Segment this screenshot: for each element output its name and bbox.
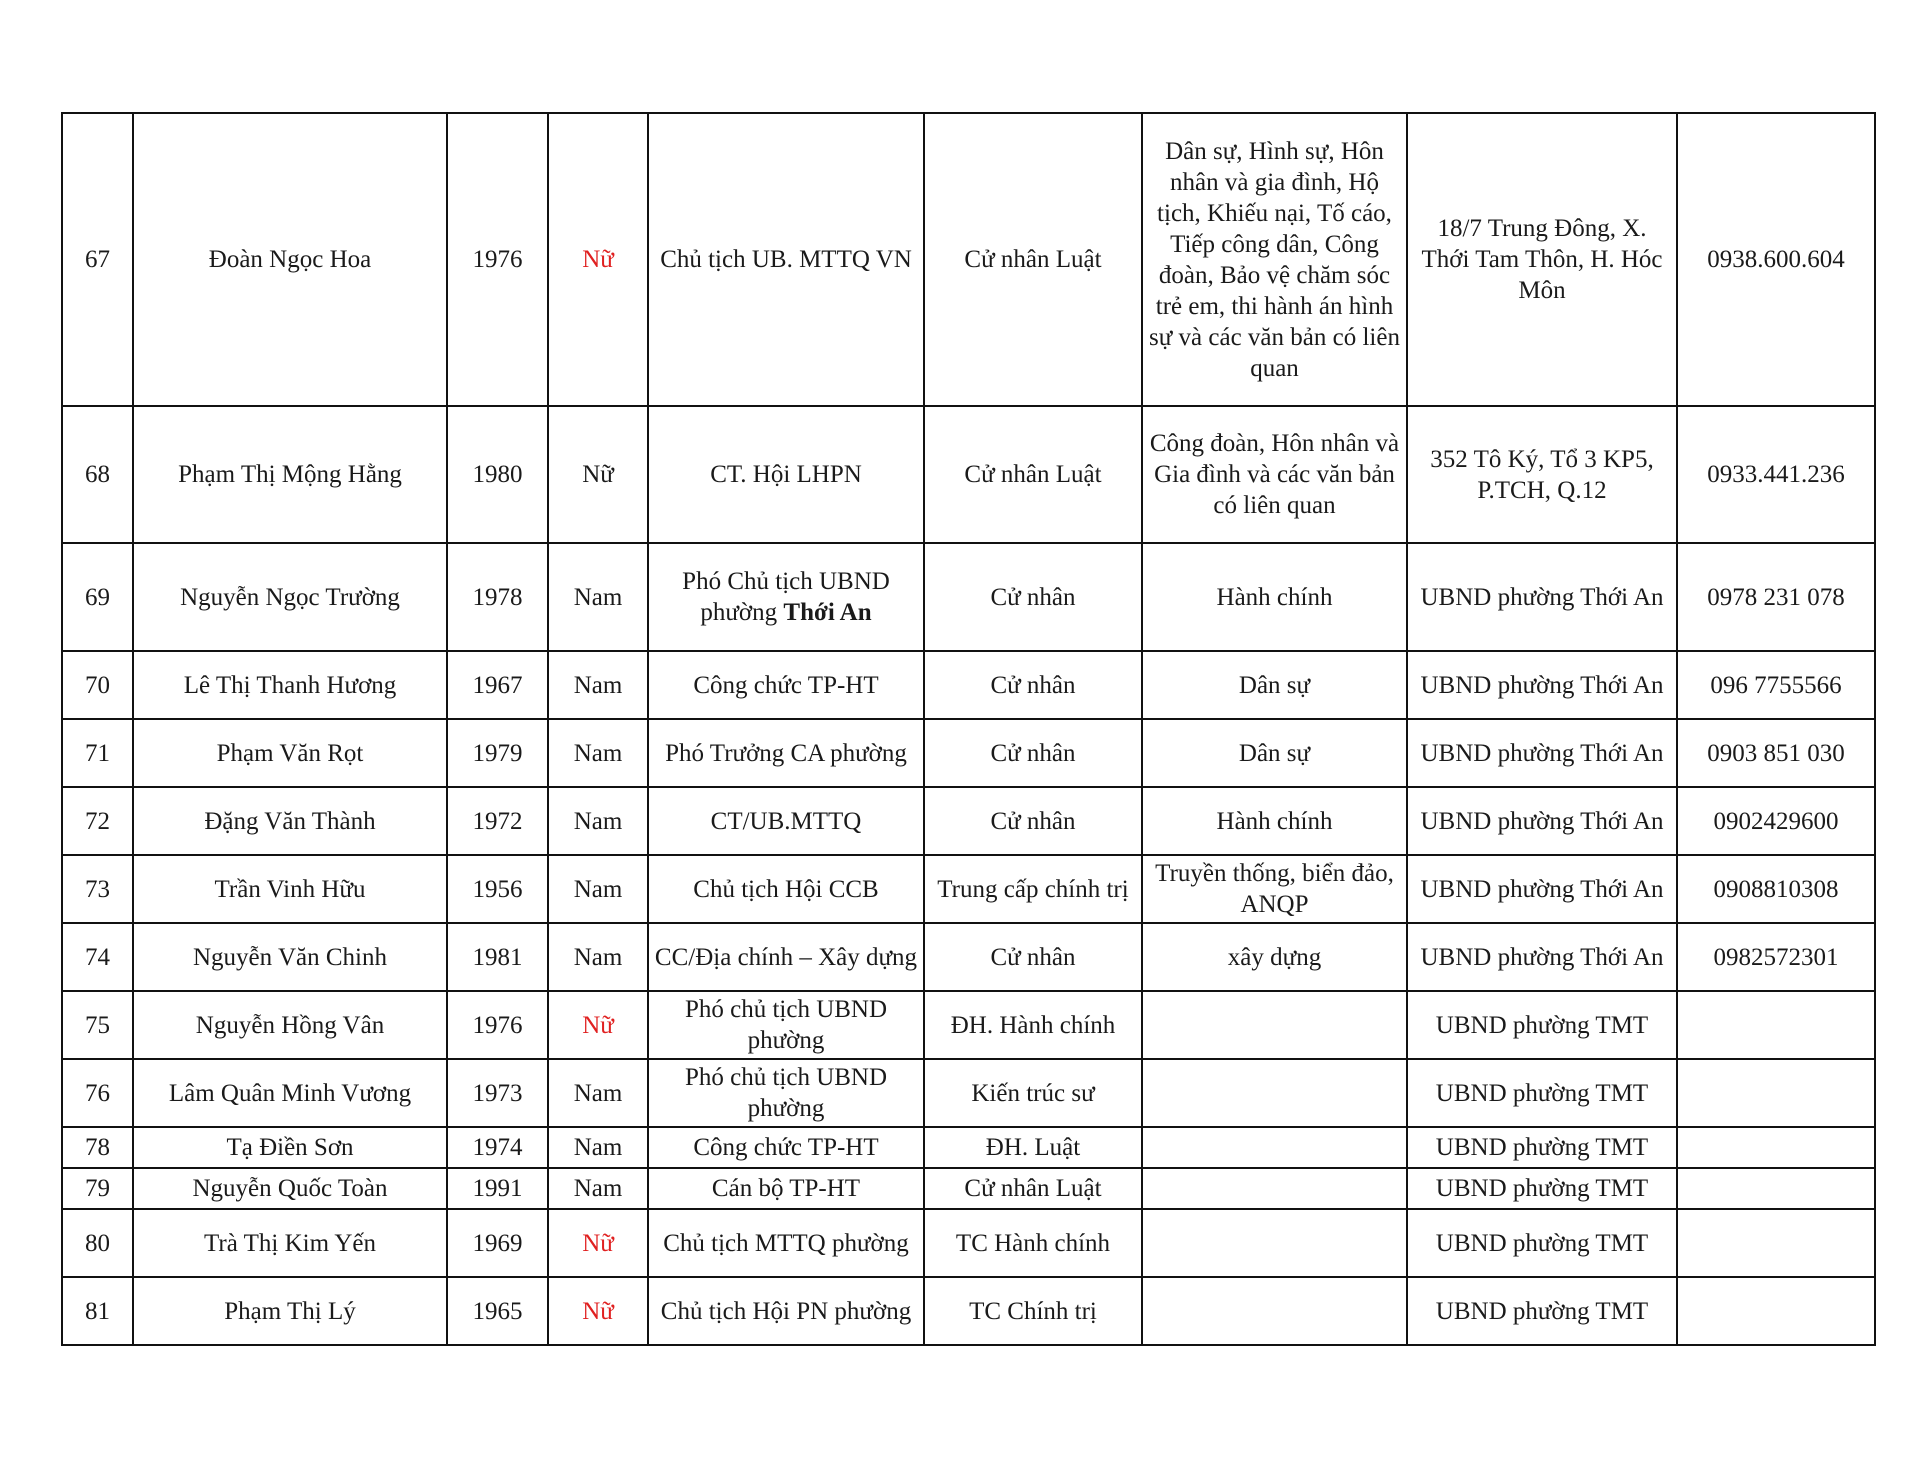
member-name: Phạm Thị Mộng Hằng bbox=[133, 406, 447, 543]
legal-field: xây dựng bbox=[1142, 923, 1407, 991]
table-row bbox=[62, 651, 1875, 719]
position: Cán bộ TP-HT bbox=[648, 1168, 924, 1209]
birth-year: 1967 bbox=[447, 651, 548, 719]
table-row bbox=[62, 113, 1875, 406]
position: Công chức TP-HT bbox=[648, 1127, 924, 1168]
legal-field: Hành chính bbox=[1142, 543, 1407, 651]
education: ĐH. Luật bbox=[924, 1127, 1142, 1168]
phone-number bbox=[1677, 991, 1875, 1059]
education: Cử nhân bbox=[924, 651, 1142, 719]
phone-number: 096 7755566 bbox=[1677, 651, 1875, 719]
education: TC Hành chính bbox=[924, 1209, 1142, 1277]
birth-year: 1991 bbox=[447, 1168, 548, 1209]
education: Cử nhân bbox=[924, 719, 1142, 787]
phone-number: 0933.441.236 bbox=[1677, 406, 1875, 543]
position-ward-name: Thới An bbox=[783, 599, 872, 626]
gender: Nam bbox=[548, 651, 648, 719]
gender: Nam bbox=[548, 719, 648, 787]
address: UBND phường TMT bbox=[1407, 1127, 1677, 1168]
address: UBND phường Thới An bbox=[1407, 719, 1677, 787]
phone-number: 0938.600.604 bbox=[1677, 113, 1875, 406]
member-table bbox=[61, 112, 1876, 1346]
table-row bbox=[62, 1127, 1875, 1168]
address: UBND phường TMT bbox=[1407, 1277, 1677, 1345]
phone-number: 0908810308 bbox=[1677, 855, 1875, 923]
table-row bbox=[62, 787, 1875, 855]
education: Cử nhân Luật bbox=[924, 1168, 1142, 1209]
phone-number: 0978 231 078 bbox=[1677, 543, 1875, 651]
education: Cử nhân bbox=[924, 923, 1142, 991]
position: CT/UB.MTTQ bbox=[648, 787, 924, 855]
birth-year: 1976 bbox=[447, 991, 548, 1059]
table-row bbox=[62, 719, 1875, 787]
position: Phó chủ tịch UBND phường bbox=[648, 1059, 924, 1127]
address: UBND phường TMT bbox=[1407, 1059, 1677, 1127]
legal-field bbox=[1142, 1168, 1407, 1209]
table-row bbox=[62, 1209, 1875, 1277]
birth-year: 1978 bbox=[447, 543, 548, 651]
education: Kiến trúc sư bbox=[924, 1059, 1142, 1127]
member-name: Đoàn Ngọc Hoa bbox=[133, 113, 447, 406]
phone-number bbox=[1677, 1277, 1875, 1345]
address: UBND phường Thới An bbox=[1407, 787, 1677, 855]
table-row bbox=[62, 855, 1875, 923]
position: CT. Hội LHPN bbox=[648, 406, 924, 543]
member-name: Phạm Văn Rọt bbox=[133, 719, 447, 787]
gender: Nữ bbox=[548, 1209, 648, 1277]
gender: Nam bbox=[548, 1059, 648, 1127]
row-number: 75 bbox=[62, 991, 133, 1059]
member-name: Nguyễn Hồng Vân bbox=[133, 991, 447, 1059]
row-number: 78 bbox=[62, 1127, 133, 1168]
address: UBND phường Thới An bbox=[1407, 855, 1677, 923]
member-name: Nguyễn Văn Chinh bbox=[133, 923, 447, 991]
table-row bbox=[62, 543, 1875, 651]
birth-year: 1976 bbox=[447, 113, 548, 406]
phone-number: 0982572301 bbox=[1677, 923, 1875, 991]
address: 18/7 Trung Đông, X. Thới Tam Thôn, H. Hóc Môn bbox=[1407, 113, 1677, 406]
birth-year: 1972 bbox=[447, 787, 548, 855]
education: ĐH. Hành chính bbox=[924, 991, 1142, 1059]
member-name: Tạ Điền Sơn bbox=[133, 1127, 447, 1168]
gender: Nữ bbox=[548, 1277, 648, 1345]
position: Phó Trưởng CA phường bbox=[648, 719, 924, 787]
legal-field bbox=[1142, 1209, 1407, 1277]
phone-number: 0903 851 030 bbox=[1677, 719, 1875, 787]
education: Cử nhân Luật bbox=[924, 406, 1142, 543]
row-number: 72 bbox=[62, 787, 133, 855]
row-number: 69 bbox=[62, 543, 133, 651]
education: Cử nhân Luật bbox=[924, 113, 1142, 406]
row-number: 73 bbox=[62, 855, 133, 923]
position: Công chức TP-HT bbox=[648, 651, 924, 719]
birth-year: 1979 bbox=[447, 719, 548, 787]
row-number: 74 bbox=[62, 923, 133, 991]
member-name: Lê Thị Thanh Hương bbox=[133, 651, 447, 719]
phone-number bbox=[1677, 1059, 1875, 1127]
gender: Nam bbox=[548, 787, 648, 855]
gender: Nam bbox=[548, 543, 648, 651]
member-name: Lâm Quân Minh Vương bbox=[133, 1059, 447, 1127]
member-name: Phạm Thị Lý bbox=[133, 1277, 447, 1345]
row-number: 81 bbox=[62, 1277, 133, 1345]
table-row bbox=[62, 1168, 1875, 1209]
member-name: Trần Vinh Hữu bbox=[133, 855, 447, 923]
legal-field: Hành chính bbox=[1142, 787, 1407, 855]
address: UBND phường TMT bbox=[1407, 1168, 1677, 1209]
table-row bbox=[62, 991, 1875, 1059]
birth-year: 1965 bbox=[447, 1277, 548, 1345]
table-row bbox=[62, 1277, 1875, 1345]
row-number: 79 bbox=[62, 1168, 133, 1209]
birth-year: 1981 bbox=[447, 923, 548, 991]
birth-year: 1980 bbox=[447, 406, 548, 543]
legal-field bbox=[1142, 1059, 1407, 1127]
gender: Nam bbox=[548, 1127, 648, 1168]
phone-number bbox=[1677, 1127, 1875, 1168]
education: Trung cấp chính trị bbox=[924, 855, 1142, 923]
legal-field: Dân sự bbox=[1142, 651, 1407, 719]
birth-year: 1969 bbox=[447, 1209, 548, 1277]
member-name: Nguyễn Ngọc Trường bbox=[133, 543, 447, 651]
row-number: 67 bbox=[62, 113, 133, 406]
row-number: 70 bbox=[62, 651, 133, 719]
table-row bbox=[62, 406, 1875, 543]
legal-field bbox=[1142, 991, 1407, 1059]
address: UBND phường Thới An bbox=[1407, 651, 1677, 719]
gender: Nam bbox=[548, 923, 648, 991]
legal-field: Dân sự bbox=[1142, 719, 1407, 787]
position: CC/Địa chính – Xây dựng bbox=[648, 923, 924, 991]
member-name: Nguyễn Quốc Toàn bbox=[133, 1168, 447, 1209]
legal-field: Dân sự, Hình sự, Hôn nhân và gia đình, Hộ tịch, Khiếu nại, Tố cáo, Tiếp công dân, Công đoàn, Bảo vệ chăm sóc trẻ em, thi hành án hình sự và các văn bản có liên quan bbox=[1142, 113, 1407, 406]
legal-field: Truyền thống, biển đảo, ANQP bbox=[1142, 855, 1407, 923]
birth-year: 1974 bbox=[447, 1127, 548, 1168]
phone-number: 0902429600 bbox=[1677, 787, 1875, 855]
row-number: 80 bbox=[62, 1209, 133, 1277]
education: TC Chính trị bbox=[924, 1277, 1142, 1345]
legal-field bbox=[1142, 1127, 1407, 1168]
gender: Nữ bbox=[548, 113, 648, 406]
address: UBND phường Thới An bbox=[1407, 543, 1677, 651]
row-number: 68 bbox=[62, 406, 133, 543]
address: UBND phường TMT bbox=[1407, 1209, 1677, 1277]
birth-year: 1956 bbox=[447, 855, 548, 923]
member-name: Đặng Văn Thành bbox=[133, 787, 447, 855]
phone-number bbox=[1677, 1209, 1875, 1277]
phone-number bbox=[1677, 1168, 1875, 1209]
row-number: 76 bbox=[62, 1059, 133, 1127]
position: Phó chủ tịch UBND phường bbox=[648, 991, 924, 1059]
legal-field: Công đoàn, Hôn nhân và Gia đình và các văn bản có liên quan bbox=[1142, 406, 1407, 543]
legal-field bbox=[1142, 1277, 1407, 1345]
education: Cử nhân bbox=[924, 787, 1142, 855]
birth-year: 1973 bbox=[447, 1059, 548, 1127]
table-row bbox=[62, 1059, 1875, 1127]
table-row bbox=[62, 923, 1875, 991]
position: Phó Chủ tịch UBND phường Thới An bbox=[648, 543, 924, 651]
position: Chủ tịch UB. MTTQ VN bbox=[648, 113, 924, 406]
gender: Nam bbox=[548, 1168, 648, 1209]
position: Chủ tịch Hội CCB bbox=[648, 855, 924, 923]
education: Cử nhân bbox=[924, 543, 1142, 651]
position: Chủ tịch Hội PN phường bbox=[648, 1277, 924, 1345]
address: UBND phường TMT bbox=[1407, 991, 1677, 1059]
member-name: Trà Thị Kim Yến bbox=[133, 1209, 447, 1277]
gender: Nữ bbox=[548, 991, 648, 1059]
address: UBND phường Thới An bbox=[1407, 923, 1677, 991]
gender: Nữ bbox=[548, 406, 648, 543]
position: Chủ tịch MTTQ phường bbox=[648, 1209, 924, 1277]
gender: Nam bbox=[548, 855, 648, 923]
address: 352 Tô Ký, Tổ 3 KP5, P.TCH, Q.12 bbox=[1407, 406, 1677, 543]
row-number: 71 bbox=[62, 719, 133, 787]
